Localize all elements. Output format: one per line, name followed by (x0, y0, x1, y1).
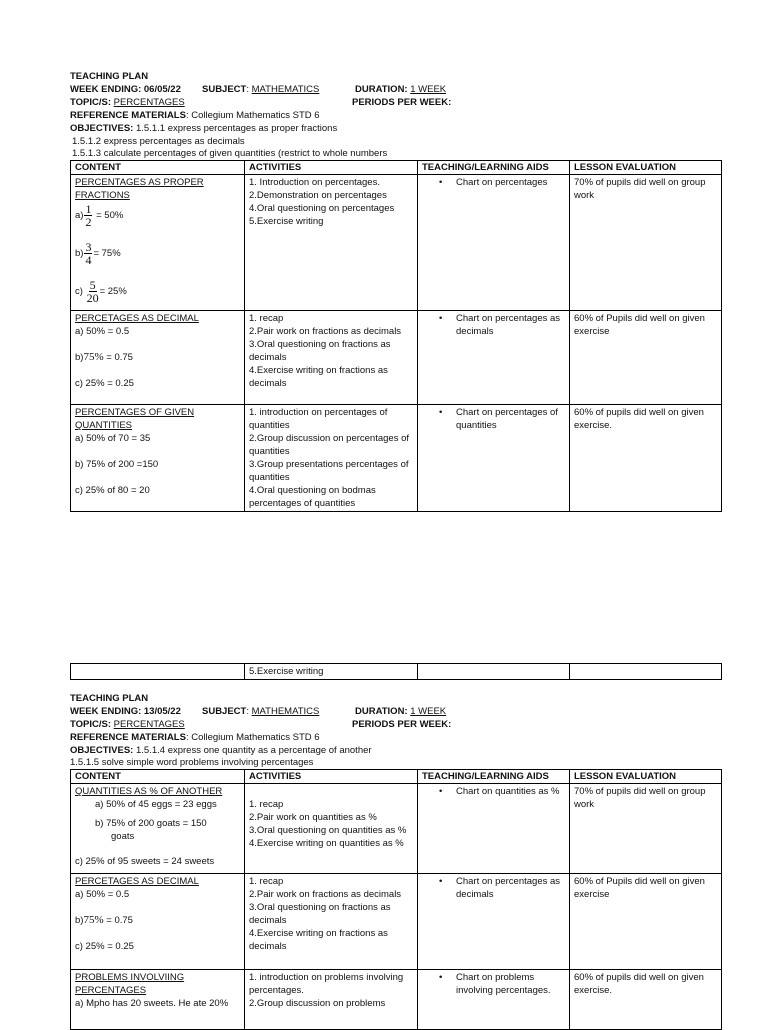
activity-item: 1. Introduction on percentages. (249, 177, 380, 188)
objective-1: 1.5.1.4 express one quantity as a percentage of another (136, 745, 372, 756)
evaluation-cell (570, 311, 722, 405)
reference-label: REFERENCE MATERIALS (70, 110, 186, 121)
subject-value: MATHEMATICS (251, 84, 320, 95)
content-title: PERCENTAGES (75, 985, 147, 996)
aids-cell (418, 311, 570, 405)
content-cell (71, 405, 245, 512)
topic-value: PERCENTAGES (113, 97, 185, 108)
header-activities: ACTIVITIES (245, 161, 418, 175)
content-title: QUANTITIES AS % OF ANOTHER (75, 786, 223, 797)
activity-item: 2.Group discussion on percentages of quantities (249, 433, 410, 457)
example-a: a) 50% of 70 = 35 (75, 433, 151, 444)
evaluation-cell (570, 175, 722, 311)
content-title: FRACTIONS (75, 190, 130, 201)
table-row (71, 311, 722, 405)
aid-item: • Chart on percentages of quantities (422, 406, 565, 432)
content-title: PROBLEMS INVOLVIING (75, 972, 185, 983)
reference-line: REFERENCE MATERIALS: Collegium Mathematics STD 6 (70, 110, 320, 121)
week-line (70, 83, 722, 96)
reference-label: REFERENCE MATERIALS (70, 732, 186, 743)
activity-item: 2.Pair work on quantities as % (249, 812, 377, 823)
subject-field: SUBJECT: MATHEMATICS (202, 84, 320, 95)
plan-title: TEACHING PLAN (70, 71, 149, 82)
table-row (71, 405, 722, 512)
example-b: b)75% = 0.75 (75, 351, 133, 363)
header-aids: TEACHING/LEARNING AIDS (418, 770, 570, 784)
evaluation-cell (570, 405, 722, 512)
aids-cell (418, 664, 570, 680)
table-row (71, 970, 722, 1030)
activity-item: 5.Exercise writing (249, 216, 324, 227)
activity-item: 3.Group presentations percentages of quantities (249, 459, 409, 483)
week-ending-value: 13/05/22 (143, 706, 181, 717)
content-title: PERCENTAGES AS PROPER (75, 177, 204, 188)
duration-value: 1 WEEK (410, 706, 447, 717)
content-cell (71, 664, 245, 680)
aids-cell (418, 970, 570, 1030)
plan-table-1-continued (70, 663, 722, 680)
example-b: b) 75% of 200 =150 (75, 459, 159, 470)
table-row (71, 784, 722, 874)
duration-field (355, 705, 446, 718)
aids-cell (418, 405, 570, 512)
aid-item: • Chart on percentages as decimals (422, 875, 565, 901)
activities-cell (245, 970, 418, 1030)
example-a: a) 50% = 0.5 (75, 889, 130, 900)
fraction: $\frac{1}{2}$ (85, 202, 92, 229)
aids-cell (418, 784, 570, 874)
content-title: PERCETAGES AS DECIMAL (75, 313, 199, 324)
week-ending-label: WEEK ENDING: (70, 84, 142, 95)
evaluation-cell (570, 874, 722, 970)
plan-table-1 (70, 160, 722, 512)
content-title: QUANTITIES (75, 420, 133, 431)
plan-table-2 (70, 769, 722, 1030)
header-evaluation: LESSON EVALUATION (570, 770, 722, 784)
activities-cell (245, 784, 418, 874)
activities-cell (245, 664, 418, 680)
activity-item: 2.Pair work on fractions as decimals (249, 889, 402, 900)
activity-item: 4.Oral questioning on percentages (249, 203, 395, 214)
example-b: goats (111, 831, 135, 842)
topic-value: PERCENTAGES (113, 719, 185, 730)
aids-cell (418, 874, 570, 970)
activities-cell (245, 311, 418, 405)
content-cell (71, 311, 245, 405)
evaluation-text: 60% of Pupils did well on given exercise (574, 876, 705, 900)
aid-item: • Chart on problems involving percentages. (422, 971, 565, 997)
subject-value: MATHEMATICS (251, 706, 320, 717)
subject-field: SUBJECT: MATHEMATICS (202, 706, 320, 717)
activity-item: 1. recap (249, 313, 284, 324)
content-title: PERCENTAGES OF GIVEN (75, 407, 195, 418)
evaluation-text: 70% of pupils did well on group work (574, 177, 706, 201)
plan-title: TEACHING PLAN (70, 693, 149, 704)
content-cell (71, 784, 245, 874)
activity-item: 2.Pair work on fractions as decimals (249, 326, 402, 337)
objective-1: 1.5.1.1 express percentages as proper fractions (136, 123, 338, 134)
content-cell (71, 175, 245, 311)
activity-item: 2.Demonstration on percentages (249, 190, 387, 201)
topic-line (70, 96, 722, 109)
table-row (71, 664, 722, 680)
objective-2: 1.5.1.5 solve simple word problems involving percentages (70, 757, 314, 768)
example-c: c) $\frac{5}{20}$ = 25% (75, 278, 127, 305)
activity-item: 1. introduction on percentages of quantities (249, 407, 388, 431)
example-c: c) 25% of 80 = 20 (75, 485, 150, 496)
activity-item: 5.Exercise writing (249, 666, 324, 677)
objectives-line (70, 122, 722, 135)
aid-item: • Chart on quantities as % (422, 785, 565, 798)
evaluation-cell (570, 970, 722, 1030)
header-evaluation: LESSON EVALUATION (570, 161, 722, 175)
duration-label: DURATION: (355, 84, 408, 95)
evaluation-cell (570, 784, 722, 874)
periods-label: PERIODS PER WEEK: (352, 719, 452, 730)
activity-item: 3.Oral questioning on quantities as % (249, 825, 407, 836)
example-c: c) 25% = 0.25 (75, 941, 134, 952)
example-a: a) $\frac{1}{2}$ = 50% (75, 202, 124, 229)
subject-label: SUBJECT (202, 706, 247, 717)
table-row (71, 175, 722, 311)
topic-line (70, 718, 722, 731)
periods-label: PERIODS PER WEEK: (352, 97, 452, 108)
reference-line: REFERENCE MATERIALS: Collegium Mathematics STD 6 (70, 732, 320, 743)
objectives-label: OBJECTIVES: (70, 745, 134, 756)
activities-cell (245, 874, 418, 970)
activity-item: 4.Exercise writing on fractions as decimals (249, 928, 388, 952)
example-b: b) $\frac{3}{4}$ = 75% (75, 240, 121, 267)
content-title: PERCETAGES AS DECIMAL (75, 876, 199, 887)
header-content: CONTENT (71, 161, 245, 175)
duration-value: 1 WEEK (410, 84, 447, 95)
evaluation-text: 70% of pupils did well on group work (574, 786, 706, 810)
aid-item: • Chart on percentages as decimals (422, 312, 565, 338)
example-b: b)75% = 0.75 (75, 914, 133, 926)
table-row (71, 874, 722, 970)
table-header-row (71, 770, 722, 784)
evaluation-text: 60% of pupils did well on given exercise. (574, 407, 704, 431)
activities-cell (245, 175, 418, 311)
content-cell (71, 970, 245, 1030)
reference-value: Collegium Mathematics STD 6 (191, 732, 320, 743)
teaching-plan-2 (70, 692, 722, 1030)
activity-item: 4.Exercise writing on fractions as decimals (249, 365, 388, 389)
evaluation-text: 60% of pupils did well on given exercise. (574, 972, 704, 996)
topic-label: TOPIC/S: (70, 719, 111, 730)
activity-item: 4.Exercise writing on quantities as % (249, 838, 404, 849)
header-activities: ACTIVITIES (245, 770, 418, 784)
duration-field (355, 83, 446, 96)
evaluation-cell (570, 664, 722, 680)
example-a: a) Mpho has 20 sweets. He ate 20% (75, 998, 229, 1009)
evaluation-text: 60% of Pupils did well on given exercise (574, 313, 705, 337)
aid-item: • Chart on percentages (422, 176, 565, 189)
header-content: CONTENT (71, 770, 245, 784)
example-a: a) 50% = 0.5 (75, 326, 130, 337)
activity-item: 4.Oral questioning on bodmas percentages of quantities (249, 485, 376, 509)
objectives-line (70, 744, 722, 757)
activities-cell (245, 405, 418, 512)
example-c: c) 25% of 95 sweets = 24 sweets (75, 856, 215, 867)
reference-value: Collegium Mathematics STD 6 (191, 110, 320, 121)
fraction: $\frac{3}{4}$ (85, 240, 92, 267)
activity-item: 1. recap (249, 876, 284, 887)
table-header-row (71, 161, 722, 175)
activity-item: 1. introduction on problems involving percentages. (249, 972, 404, 996)
example-a: a) 50% of 45 eggs = 23 eggs (95, 799, 217, 810)
week-line (70, 705, 722, 718)
topic-label: TOPIC/S: (70, 97, 111, 108)
activity-item: 3.Oral questioning on fractions as decimals (249, 339, 391, 363)
aids-cell (418, 175, 570, 311)
objective-3: 1.5.1.3 calculate percentages of given quantities (restrict to whole numbers (72, 148, 388, 159)
continued-table (70, 663, 722, 680)
subject-label: SUBJECT (202, 84, 247, 95)
activity-item: 2.Group discussion on problems (249, 998, 386, 1009)
content-cell (71, 874, 245, 970)
teaching-plan-1 (70, 70, 722, 512)
activity-item: 3.Oral questioning on fractions as decimals (249, 902, 391, 926)
example-b: b) 75% of 200 goats = 150 (95, 818, 207, 829)
objectives-label: OBJECTIVES: (70, 123, 134, 134)
activity-item: 1. recap (249, 799, 284, 810)
objective-2: 1.5.1.2 express percentages as decimals (72, 136, 245, 147)
example-c: c) 25% = 0.25 (75, 378, 134, 389)
fraction: $\frac{5}{20}$ (86, 278, 99, 305)
week-ending-value: 06/05/22 (143, 84, 181, 95)
week-ending-label: WEEK ENDING: (70, 706, 142, 717)
header-aids: TEACHING/LEARNING AIDS (418, 161, 570, 175)
duration-label: DURATION: (355, 706, 408, 717)
